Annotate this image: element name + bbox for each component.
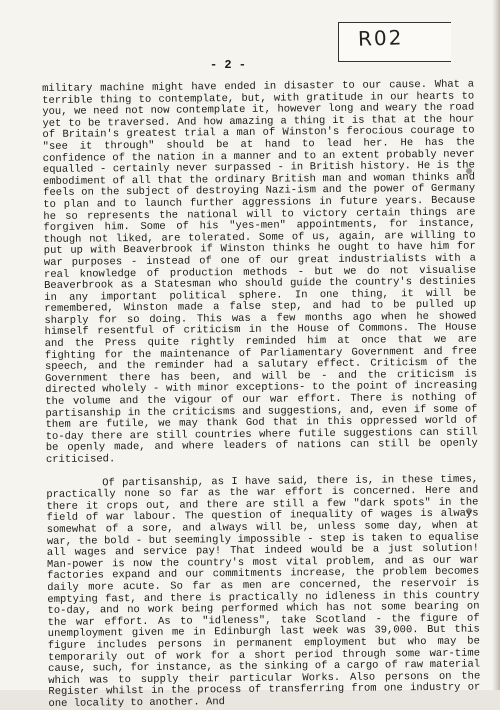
page-number: - 2 - <box>210 58 247 72</box>
page-edge-shadow <box>492 0 500 690</box>
reference-number: R02 <box>357 25 404 51</box>
paragraph-1: military machine might have ended in disaster to our cause. What a terrible thing to contemplate, but, with gratitude in our hearts to you, we need not now contemplate it, however long and weary the road yet to be traversed. And how amazing a thing it is that at the hour of Britain's greatest trial a man of Winston's ferocious courage to "see it through" should be at hand to lead her. He has the confidence of the nation in a manner and to an extent probably never equalled - certainly never surpassed - in British history. He is the embodiment of all that the ordinary British man and woman thinks and feels on the subject of destroying Nazi-ism and the power of Germany to plan and to launch further aggressions in future years. Because he so represents the national will to victory certain things are forgiven him. Some of his "yes-men" appointments, for instance, though not liked, are tolerated. Some of us, again, are willing to put up with Beaverbrook if Winston thinks he ought to have him for war purposes - instead of one of our great industrialists with a real knowledge of production methods - but we do not visualise Beaverbrook as a Statesman who should guide the country's destinies in any important political sphere. In one thing, it will be remembered, Winston made a false step, and had to be pulled up sharply for so doing. This was a few months ago when he showed himself resentful of criticism in the House of Commons. The House and the Press quite rightly reminded him at once that we are fighting for the maintenance of Parliamentary Government and free speech, and the reminder had a salutary effect. Criticism of the Government there has been, and will be - and the criticism is directed wholely - with minor exceptions- to the point of increasing the volume and the vigour of our war effort. There is nothing of partisanship in the criticisms and suggestions, and, even if some of them are futile, we may thank God that in this oppressed world of to-day there are still countries where futile suggestions can still be openly made, and where leaders of nations can still be openly criticised. <box>41 78 478 466</box>
paragraph-2: Of partisanship, as I have said, there is, in these times, practically none so far as the war effort is concerned. Here and there it crops out, and there are still a few "dark spots" in the field of war labour. The question of inequality of wages is always somewhat of a sore, and always will be, unless some day, when at war, the bold - but seemingly impossible - step is taken to equalise all wages and service pay! That indeed would be a just solution! Man-power is now the country's most vital problem, and as our war factories expand and our commitments increase, the problem becomes daily more acute. So far as men are concerned, the reservoir is emptying fast, and there is practically no idleness in this country to-day, and no work being performed which has not some bearing on the war effort. As to "idleness", take Scotland - the figure of unemployment given me in Edinburgh last week was 39,000. But this figure includes persons in permanent employment but who may be temporarily out of work for a short period through some war-time cause, such, for instance, as the sinking of a cargo of raw material which was to supply their particular Works. Also persons on the Register whilst in the process of transferring from one industry or one locality to another. And <box>46 473 481 710</box>
letter-body <box>42 79 481 710</box>
